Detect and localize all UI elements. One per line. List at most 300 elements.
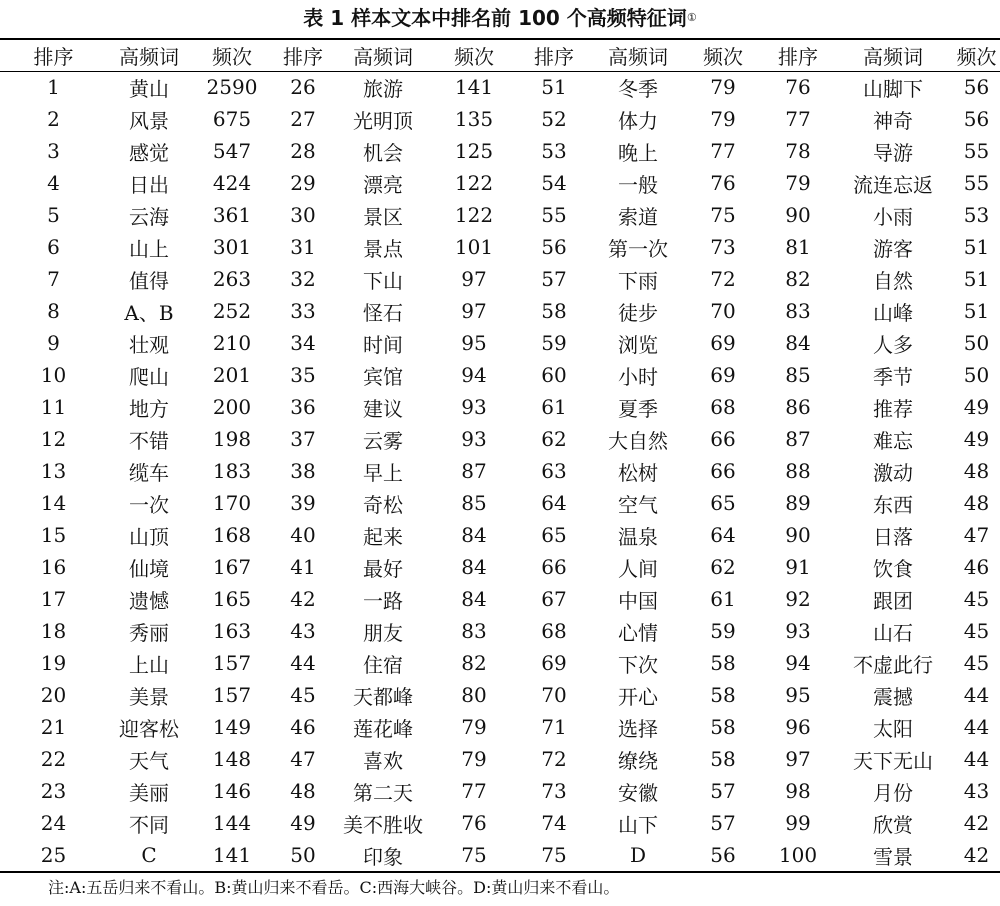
word-cell: 自然: [873, 268, 913, 293]
rank-cell: 92: [785, 587, 811, 611]
rank-cell: 71: [541, 715, 567, 739]
rank-cell: 90: [785, 203, 811, 227]
frequency-cell: 168: [212, 523, 252, 547]
frequency-cell: 44: [963, 683, 990, 707]
word-cell: 空气: [618, 492, 658, 517]
frequency-cell: 170: [212, 491, 252, 515]
rank-cell: 100: [778, 843, 818, 867]
frequency-cell: 200: [212, 395, 252, 419]
frequency-cell: 66: [710, 459, 736, 483]
header-row: [0, 40, 1000, 71]
rank-cell: 38: [290, 459, 316, 483]
word-cell: 心情: [618, 620, 658, 645]
rank-cell: 85: [785, 363, 811, 387]
word-cell: 夏季: [618, 396, 658, 421]
rank-cell: 2: [47, 107, 60, 131]
rank-cell: 17: [40, 587, 67, 611]
rank-cell: 99: [785, 811, 811, 835]
table-row: [0, 391, 1000, 423]
word-cell: 值得: [129, 268, 169, 293]
rank-cell: 94: [785, 651, 811, 675]
rank-cell: 20: [40, 683, 67, 707]
frequency-cell: 42: [963, 811, 990, 835]
word-cell: 跟团: [873, 588, 913, 613]
word-cell: 印象: [363, 844, 403, 869]
table-row: [0, 135, 1000, 167]
frequency-cell: 94: [461, 363, 487, 387]
rank-cell: 44: [290, 651, 316, 675]
frequency-cell: 51: [963, 267, 990, 291]
rank-cell: 34: [290, 331, 316, 355]
rank-cell: 14: [40, 491, 67, 515]
word-cell: 中国: [618, 588, 658, 613]
word-cell: 爬山: [129, 364, 169, 389]
frequency-cell: 50: [963, 363, 990, 387]
rank-cell: 72: [541, 747, 567, 771]
frequency-cell: 79: [461, 747, 487, 771]
rank-cell: 35: [290, 363, 316, 387]
table-row: [0, 711, 1000, 743]
word-cell: 仙境: [129, 556, 169, 581]
word-cell: D: [629, 843, 647, 867]
table-row: [0, 583, 1000, 615]
word-cell: 最好: [363, 556, 403, 581]
frequency-cell: 57: [710, 811, 736, 835]
frequency-cell: 210: [212, 331, 252, 355]
rank-cell: 97: [785, 747, 811, 771]
column-header: 排序: [778, 45, 818, 69]
word-cell: 山峰: [873, 300, 913, 325]
frequency-cell: 42: [963, 843, 990, 867]
frequency-cell: 149: [212, 715, 252, 739]
word-cell: 奇松: [363, 492, 403, 517]
rank-cell: 88: [785, 459, 811, 483]
frequency-cell: 46: [963, 555, 990, 579]
rank-cell: 12: [40, 427, 67, 451]
word-cell: 下次: [618, 652, 658, 677]
table-row: [0, 647, 1000, 679]
word-cell: 难忘: [873, 428, 913, 453]
frequency-cell: 55: [963, 139, 990, 163]
rank-cell: 69: [541, 651, 567, 675]
frequency-cell: 183: [212, 459, 252, 483]
frequency-cell: 50: [963, 331, 990, 355]
frequency-cell: 51: [963, 299, 990, 323]
word-cell: 第一次: [608, 236, 668, 261]
frequency-cell: 48: [963, 491, 990, 515]
rank-cell: 79: [785, 171, 811, 195]
word-cell: 遗憾: [129, 588, 169, 613]
frequency-cell: 45: [963, 587, 990, 611]
frequency-cell: 146: [212, 779, 252, 803]
word-cell: 人间: [618, 556, 658, 581]
frequency-cell: 82: [461, 651, 487, 675]
frequency-cell: 51: [963, 235, 990, 259]
column-header: 排序: [33, 45, 74, 69]
footnote-marker: ①: [686, 11, 697, 24]
word-cell: 美景: [129, 684, 169, 709]
frequency-cell: 84: [461, 555, 487, 579]
word-cell: 漂亮: [363, 172, 403, 197]
rank-cell: 65: [541, 523, 567, 547]
rank-cell: 5: [47, 203, 60, 227]
frequency-cell: 83: [461, 619, 487, 643]
word-cell: 下雨: [618, 268, 658, 293]
rank-cell: 29: [290, 171, 316, 195]
rank-cell: 75: [541, 843, 567, 867]
frequency-cell: 93: [461, 427, 487, 451]
word-cell: 壮观: [129, 332, 169, 357]
table-note: 注:A:五岳归来不看山。B:黄山归来不看岳。C:西海大峡谷。D:黄山归来不看山。: [48, 878, 620, 897]
word-cell: 风景: [129, 108, 169, 133]
word-cell: 大自然: [608, 428, 668, 453]
frequency-cell: 75: [461, 843, 487, 867]
column-header: 高频词: [608, 45, 668, 69]
rank-cell: 8: [47, 299, 60, 323]
word-cell: 欣赏: [873, 812, 913, 837]
rank-cell: 73: [541, 779, 567, 803]
word-cell: 山石: [873, 620, 913, 645]
frequency-cell: 56: [710, 843, 736, 867]
frequency-cell: 76: [710, 171, 736, 195]
word-cell: 山顶: [129, 524, 169, 549]
table-row: [0, 231, 1000, 263]
rank-cell: 25: [40, 843, 67, 867]
word-cell: 秀丽: [129, 620, 169, 645]
column-header: 高频词: [119, 45, 179, 69]
column-header: 高频词: [863, 45, 923, 69]
frequency-cell: 65: [710, 491, 736, 515]
frequency-cell: 263: [212, 267, 252, 291]
rank-cell: 78: [785, 139, 811, 163]
rank-cell: 43: [290, 619, 316, 643]
frequency-cell: 79: [710, 107, 736, 131]
rank-cell: 61: [541, 395, 567, 419]
frequency-cell: 69: [710, 331, 736, 355]
word-cell: 日落: [873, 524, 913, 549]
rank-cell: 98: [785, 779, 811, 803]
rank-cell: 21: [40, 715, 67, 739]
rank-cell: 95: [785, 683, 811, 707]
word-cell: 早上: [363, 460, 403, 485]
rank-cell: 82: [785, 267, 811, 291]
word-cell: 地方: [129, 396, 169, 421]
word-cell: 不虚此行: [853, 652, 933, 677]
rank-cell: 13: [40, 459, 67, 483]
rank-cell: 24: [40, 811, 67, 835]
frequency-cell: 73: [710, 235, 736, 259]
word-cell: 景点: [363, 236, 403, 261]
word-cell: 旅游: [363, 76, 403, 101]
frequency-cell: 68: [710, 395, 736, 419]
word-cell: 云雾: [363, 428, 403, 453]
frequency-cell: 135: [454, 107, 494, 131]
table-row: [0, 359, 1000, 391]
rank-cell: 47: [290, 747, 316, 771]
word-cell: A、B: [124, 300, 174, 325]
bottom-rule: [0, 871, 1000, 873]
rank-cell: 11: [40, 395, 67, 419]
frequency-cell: 198: [212, 427, 252, 451]
table-row: [0, 679, 1000, 711]
word-cell: 住宿: [363, 652, 403, 677]
word-cell: 体力: [618, 108, 658, 133]
word-cell: 感觉: [129, 140, 169, 165]
frequency-cell: 87: [461, 459, 487, 483]
word-cell: 云海: [129, 204, 169, 229]
table-row: [0, 807, 1000, 839]
rank-cell: 15: [40, 523, 67, 547]
rank-cell: 16: [40, 555, 67, 579]
frequency-cell: 125: [454, 139, 494, 163]
rank-cell: 27: [290, 107, 316, 131]
rank-cell: 64: [541, 491, 567, 515]
frequency-cell: 252: [212, 299, 252, 323]
rank-cell: 66: [541, 555, 567, 579]
word-cell: 安徽: [618, 780, 658, 805]
rank-cell: 50: [290, 843, 316, 867]
frequency-cell: 2590: [206, 75, 258, 99]
column-header: 排序: [283, 45, 323, 69]
word-cell: 选择: [618, 716, 658, 741]
table-row: [0, 263, 1000, 295]
rank-cell: 53: [541, 139, 567, 163]
rank-cell: 10: [40, 363, 67, 387]
frequency-cell: 45: [963, 619, 990, 643]
word-cell: 震撼: [873, 684, 913, 709]
word-cell: 神奇: [873, 108, 913, 133]
table-row: [0, 551, 1000, 583]
frequency-cell: 64: [710, 523, 736, 547]
frequency-cell: 53: [963, 203, 990, 227]
word-cell: 推荐: [873, 396, 913, 421]
table-row: [0, 199, 1000, 231]
rank-cell: 42: [290, 587, 316, 611]
rank-cell: 60: [541, 363, 567, 387]
rank-cell: 89: [785, 491, 811, 515]
frequency-cell: 76: [461, 811, 487, 835]
table-row: [0, 327, 1000, 359]
word-cell: 时间: [363, 332, 403, 357]
word-cell: 朋友: [363, 620, 403, 645]
word-cell: 人多: [873, 332, 913, 357]
word-cell: 月份: [873, 780, 913, 805]
word-cell: 建议: [363, 396, 403, 421]
frequency-cell: 85: [461, 491, 487, 515]
frequency-cell: 122: [454, 171, 494, 195]
word-cell: 怪石: [363, 300, 403, 325]
rank-cell: 57: [541, 267, 567, 291]
frequency-cell: 201: [212, 363, 252, 387]
frequency-cell: 157: [212, 683, 252, 707]
frequency-cell: 56: [963, 107, 990, 131]
rank-cell: 55: [541, 203, 567, 227]
frequency-cell: 69: [710, 363, 736, 387]
frequency-cell: 79: [710, 75, 736, 99]
rank-cell: 96: [785, 715, 811, 739]
frequency-cell: 77: [461, 779, 487, 803]
frequency-cell: 301: [212, 235, 252, 259]
table-title: [0, 4, 1000, 32]
rank-cell: 28: [290, 139, 316, 163]
rank-cell: 18: [40, 619, 67, 643]
rank-cell: 58: [541, 299, 567, 323]
word-cell: 流连忘返: [853, 172, 933, 197]
word-cell: 景区: [363, 204, 403, 229]
rank-cell: 87: [785, 427, 811, 451]
rank-cell: 67: [541, 587, 567, 611]
frequency-cell: 66: [710, 427, 736, 451]
word-cell: 山上: [129, 236, 169, 261]
column-header: 频次: [212, 45, 252, 69]
word-cell: 一次: [129, 492, 169, 517]
word-cell: 黄山: [129, 76, 169, 101]
frequency-cell: 165: [212, 587, 252, 611]
frequency-cell: 58: [710, 747, 736, 771]
table-row: [0, 743, 1000, 775]
word-cell: 缆车: [129, 460, 169, 485]
rank-cell: 46: [290, 715, 316, 739]
word-cell: 小时: [618, 364, 658, 389]
word-cell: 浏览: [618, 332, 658, 357]
rank-cell: 19: [40, 651, 67, 675]
rank-cell: 9: [47, 331, 60, 355]
frequency-cell: 57: [710, 779, 736, 803]
frequency-cell: 45: [963, 651, 990, 675]
frequency-cell: 675: [212, 107, 252, 131]
word-cell: 一般: [618, 172, 658, 197]
frequency-cell: 61: [710, 587, 736, 611]
table-title-text: 表 1 样本文本中排名前 100 个高频特征词: [303, 6, 687, 30]
table-row: [0, 455, 1000, 487]
word-cell: 太阳: [873, 716, 913, 741]
rank-cell: 40: [290, 523, 316, 547]
table-row: [0, 615, 1000, 647]
word-cell: 天下无山: [853, 748, 933, 773]
rank-cell: 68: [541, 619, 567, 643]
frequency-cell: 48: [963, 459, 990, 483]
frequency-cell: 122: [454, 203, 494, 227]
table-row: [0, 71, 1000, 103]
rank-cell: 91: [785, 555, 811, 579]
word-cell: 缭绕: [618, 748, 658, 773]
frequency-cell: 424: [212, 171, 252, 195]
word-cell: 日出: [129, 172, 169, 197]
frequency-cell: 101: [454, 235, 494, 259]
word-cell: 雪景: [873, 844, 913, 869]
rank-cell: 37: [290, 427, 316, 451]
frequency-table: [0, 40, 1000, 871]
word-cell: 饮食: [873, 556, 913, 581]
rank-cell: 32: [290, 267, 316, 291]
rank-cell: 48: [290, 779, 316, 803]
rank-cell: 1: [47, 75, 60, 99]
frequency-cell: 80: [461, 683, 487, 707]
frequency-cell: 79: [461, 715, 487, 739]
frequency-cell: 97: [461, 299, 487, 323]
table-row: [0, 519, 1000, 551]
table-body: [0, 71, 1000, 871]
rank-cell: 6: [47, 235, 60, 259]
rank-cell: 22: [40, 747, 67, 771]
table-row: [0, 423, 1000, 455]
table-row: [0, 839, 1000, 871]
word-cell: 游客: [873, 236, 913, 261]
rank-cell: 41: [290, 555, 316, 579]
rank-cell: 81: [785, 235, 811, 259]
frequency-cell: 163: [212, 619, 252, 643]
rank-cell: 51: [541, 75, 567, 99]
frequency-cell: 72: [710, 267, 736, 291]
frequency-cell: 44: [963, 747, 990, 771]
word-cell: 第二天: [353, 780, 413, 805]
word-cell: 美不胜收: [343, 812, 423, 837]
word-cell: 光明顶: [353, 108, 413, 133]
table-row: [0, 103, 1000, 135]
word-cell: 美丽: [129, 780, 169, 805]
column-header: 排序: [534, 45, 574, 69]
rank-cell: 4: [47, 171, 60, 195]
frequency-cell: 43: [963, 779, 990, 803]
rank-cell: 3: [47, 139, 60, 163]
frequency-cell: 547: [212, 139, 252, 163]
word-cell: 宾馆: [363, 364, 403, 389]
frequency-cell: 59: [710, 619, 736, 643]
frequency-cell: 93: [461, 395, 487, 419]
frequency-cell: 44: [963, 715, 990, 739]
frequency-cell: 97: [461, 267, 487, 291]
word-cell: 迎客松: [119, 716, 179, 741]
table-row: [0, 167, 1000, 199]
frequency-cell: 55: [963, 171, 990, 195]
word-cell: 东西: [873, 492, 913, 517]
rank-cell: 74: [541, 811, 567, 835]
rank-cell: 83: [785, 299, 811, 323]
frequency-cell: 47: [963, 523, 990, 547]
rank-cell: 56: [541, 235, 567, 259]
word-cell: 温泉: [618, 524, 658, 549]
column-header: 频次: [703, 45, 743, 69]
rank-cell: 54: [541, 171, 567, 195]
word-cell: 山脚下: [863, 76, 923, 101]
rank-cell: 62: [541, 427, 567, 451]
word-cell: 激动: [873, 460, 913, 485]
rank-cell: 59: [541, 331, 567, 355]
rank-cell: 30: [290, 203, 316, 227]
word-cell: 徒步: [618, 300, 658, 325]
frequency-cell: 361: [212, 203, 252, 227]
table-row: [0, 487, 1000, 519]
rank-cell: 84: [785, 331, 811, 355]
word-cell: 上山: [129, 652, 169, 677]
frequency-cell: 70: [710, 299, 736, 323]
word-cell: 起来: [363, 524, 403, 549]
frequency-cell: 95: [461, 331, 487, 355]
frequency-cell: 167: [212, 555, 252, 579]
word-cell: 一路: [363, 588, 403, 613]
word-cell: 导游: [873, 140, 913, 165]
word-cell: 天都峰: [353, 684, 413, 709]
frequency-cell: 56: [963, 75, 990, 99]
table-row: [0, 295, 1000, 327]
rank-cell: 76: [785, 75, 811, 99]
rank-cell: 36: [290, 395, 316, 419]
word-cell: 不错: [129, 428, 169, 453]
frequency-cell: 62: [710, 555, 736, 579]
rank-cell: 70: [541, 683, 567, 707]
rank-cell: 7: [47, 267, 60, 291]
frequency-cell: 144: [212, 811, 252, 835]
